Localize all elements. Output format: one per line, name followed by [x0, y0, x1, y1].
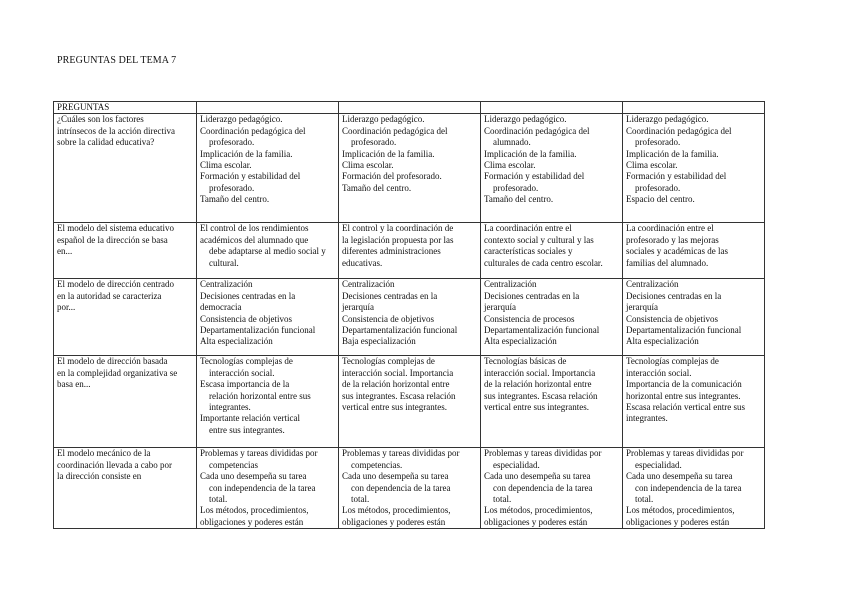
header-cell-empty: [623, 102, 765, 114]
answer-option-line: La coordinación entre el: [626, 223, 714, 234]
answer-option-line: Consistencia de objetivos: [342, 313, 434, 324]
answer-option-line: con dependencia de la tarea: [351, 482, 451, 493]
header-cell-empty: [339, 102, 481, 114]
answer-option-line: profesorado.: [209, 182, 255, 193]
answer-option-line: Tamaño del centro.: [484, 194, 554, 205]
table-row: [54, 279, 765, 356]
question-line: sobre la calidad educativa?: [57, 137, 155, 148]
answer-option-line: especialidad.: [635, 459, 682, 470]
answer-option-line: profesorado.: [209, 137, 255, 148]
answer-option-line: Tecnologías básicas de: [484, 356, 567, 367]
answer-option-line: con independencia de la tarea: [635, 482, 742, 493]
answer-option-line: Liderazgo pedagógico.: [200, 114, 283, 125]
answer-option-line: con independencia de la tarea: [209, 482, 316, 493]
answer-option-line: profesorado.: [635, 137, 681, 148]
header-cell-empty: [481, 102, 623, 114]
answer-option-line: horizontal entre sus integrantes.: [626, 390, 741, 401]
answer-option-cell: [197, 223, 339, 279]
answer-option-line: competencias.: [351, 459, 403, 470]
question-line: español de la dirección se basa: [57, 234, 168, 245]
question-line: la dirección consiste en: [57, 471, 142, 482]
question-line: El modelo mecánico de la: [57, 448, 151, 459]
answer-option-cell: [481, 448, 623, 529]
answer-option-line: Problemas y tareas divididas por: [200, 448, 318, 459]
answer-option-line: contexto social y cultural y las: [484, 234, 594, 245]
table-row: [54, 114, 765, 223]
answer-option-line: Decisiones centradas en la: [484, 290, 580, 301]
answer-option-line: Liderazgo pedagógico.: [626, 114, 709, 125]
question-cell: [54, 279, 197, 356]
answer-option-line: obligaciones y poderes están: [200, 516, 304, 527]
answer-option-line: total.: [635, 494, 654, 505]
header-cell: PREGUNTAS: [54, 102, 197, 114]
answer-option-line: sociales y académicas de las: [626, 246, 728, 257]
answer-option-line: Tecnologías complejas de: [626, 356, 719, 367]
answer-option-line: obligaciones y poderes están: [484, 516, 588, 527]
question-cell: [54, 114, 197, 223]
answer-option-line: Clima escolar.: [484, 160, 536, 171]
answer-option-line: La coordinación entre el: [484, 223, 572, 234]
question-line: por...: [57, 302, 76, 313]
question-line: El modelo del sistema educativo: [57, 223, 174, 234]
answer-option-line: integrantes.: [626, 413, 668, 424]
answer-option-line: Clima escolar.: [626, 160, 678, 171]
answer-option-line: académicos del alumnado que: [200, 234, 309, 245]
answer-option-line: jerarquía: [626, 302, 658, 313]
answer-option-line: El control de los rendimientos: [200, 223, 309, 234]
answer-option-line: Liderazgo pedagógico.: [484, 114, 567, 125]
answer-option-line: Clima escolar.: [342, 160, 394, 171]
answer-option-line: sus integrantes. Escasa relación: [342, 390, 456, 401]
answer-option-line: Problemas y tareas divididas por: [626, 448, 744, 459]
question-line: ¿Cuáles son los factores: [57, 114, 144, 125]
answer-option-line: Cada uno desempeña su tarea: [200, 471, 307, 482]
answer-option-cell: [481, 356, 623, 448]
answer-option-line: Alta especialización: [626, 336, 699, 347]
answer-option-line: Departamentalización funcional: [626, 325, 742, 336]
answer-option-line: profesorado.: [635, 182, 681, 193]
answer-option-line: Coordinación pedagógica del: [342, 125, 448, 136]
answer-option-line: Decisiones centradas en la: [342, 290, 438, 301]
answer-option-cell: [197, 356, 339, 448]
answer-option-line: Importante relación vertical: [200, 413, 300, 424]
question-cell: [54, 223, 197, 279]
answer-option-line: Decisiones centradas en la: [200, 290, 296, 301]
answer-option-cell: [197, 114, 339, 223]
answer-option-line: Coordinación pedagógica del: [484, 125, 590, 136]
question-cell: [54, 448, 197, 529]
answer-option-line: Los métodos, procedimientos,: [342, 505, 451, 516]
answer-option-cell: [197, 448, 339, 529]
answer-option-line: jerarquía: [342, 302, 374, 313]
answer-option-line: Problemas y tareas divididas por: [484, 448, 602, 459]
answer-option-line: Formación y estabilidad del: [626, 171, 727, 182]
answer-option-line: debe adaptarse al medio social y: [209, 246, 326, 257]
answer-option-line: Los métodos, procedimientos,: [626, 505, 735, 516]
question-line: en la complejidad organizativa se: [57, 367, 178, 378]
answer-option-line: total.: [351, 494, 370, 505]
answer-option-line: Alta especialización: [200, 336, 273, 347]
answer-option-line: Centralización: [342, 279, 395, 290]
answer-option-line: Cada uno desempeña su tarea: [626, 471, 733, 482]
answer-option-line: diferentes administraciones: [342, 246, 441, 257]
answer-option-line: de la relación horizontal entre: [484, 379, 592, 390]
answer-option-line: interacción social.: [209, 367, 275, 378]
answer-option-line: Cada uno desempeña su tarea: [342, 471, 449, 482]
answer-option-line: entre sus integrantes.: [209, 424, 285, 435]
answer-option-line: la legislación propuesta por las: [342, 234, 454, 245]
answer-option-line: Tamaño del centro.: [200, 194, 270, 205]
question-cell: [54, 356, 197, 448]
answer-option-cell: [339, 114, 481, 223]
answer-option-line: vertical entre sus integrantes.: [342, 402, 447, 413]
answer-option-line: Los métodos, procedimientos,: [484, 505, 593, 516]
answer-option-line: Coordinación pedagógica del: [200, 125, 306, 136]
answer-option-cell: [623, 279, 765, 356]
answer-option-line: Importancia de la comunicación: [626, 379, 742, 390]
answer-option-line: Espacio del centro.: [626, 194, 695, 205]
answer-option-line: Escasa relación vertical entre sus: [626, 402, 745, 413]
answer-option-line: obligaciones y poderes están: [342, 516, 446, 527]
answer-option-cell: [623, 114, 765, 223]
answer-option-line: educativas.: [342, 257, 383, 268]
answer-option-line: Formación del profesorado.: [342, 171, 442, 182]
answer-option-line: jerarquía: [484, 302, 516, 313]
table-row: [54, 448, 765, 529]
answer-option-line: culturales de cada centro escolar.: [484, 257, 603, 268]
answer-option-line: Departamentalización funcional: [200, 325, 316, 336]
answer-option-line: Consistencia de objetivos: [626, 313, 718, 324]
answer-option-line: alumnado.: [493, 137, 531, 148]
answer-option-line: Implicación de la familia.: [200, 148, 293, 159]
answer-option-line: características sociales y: [484, 246, 573, 257]
table-row: [54, 356, 765, 448]
answer-option-line: relación horizontal entre sus: [209, 390, 311, 401]
answer-option-line: Centralización: [626, 279, 679, 290]
table-row: [54, 223, 765, 279]
question-line: en la autoridad se caracteriza: [57, 290, 162, 301]
answer-option-line: Departamentalización funcional: [484, 325, 600, 336]
answer-option-line: Coordinación pedagógica del: [626, 125, 732, 136]
answer-option-line: de la relación horizontal entre: [342, 379, 450, 390]
questions-table: [53, 101, 765, 529]
answer-option-line: Problemas y tareas divididas por: [342, 448, 460, 459]
answer-option-cell: [481, 279, 623, 356]
question-line: El modelo de dirección centrado: [57, 279, 174, 290]
answer-option-line: cultural.: [209, 257, 239, 268]
answer-option-line: total.: [493, 494, 512, 505]
header-cell-empty: [197, 102, 339, 114]
answer-option-line: integrantes.: [209, 402, 251, 413]
answer-option-line: interacción social.: [626, 367, 692, 378]
question-line: El modelo de dirección basada: [57, 356, 168, 367]
answer-option-line: Escasa importancia de la: [200, 379, 290, 390]
answer-option-cell: [339, 223, 481, 279]
answer-option-line: Formación y estabilidad del: [484, 171, 585, 182]
answer-option-line: Clima escolar.: [200, 160, 252, 171]
answer-option-line: con dependencia de la tarea: [493, 482, 593, 493]
answer-option-cell: [623, 356, 765, 448]
answer-option-line: familias del alumnado.: [626, 257, 709, 268]
answer-option-line: interacción social. Importancia: [342, 367, 454, 378]
answer-option-cell: [623, 223, 765, 279]
answer-option-cell: [481, 114, 623, 223]
answer-option-line: obligaciones y poderes están: [626, 516, 730, 527]
answer-option-cell: [339, 279, 481, 356]
answer-option-cell: [197, 279, 339, 356]
question-line: basa en...: [57, 379, 91, 390]
answer-option-line: sus integrantes. Escasa relación: [484, 390, 598, 401]
answer-option-line: Tecnologías complejas de: [342, 356, 435, 367]
answer-option-line: Alta especialización: [484, 336, 557, 347]
answer-option-line: Baja especialización: [342, 336, 416, 347]
answer-option-cell: [623, 448, 765, 529]
answer-option-line: competencias: [209, 459, 258, 470]
answer-option-line: especialidad.: [493, 459, 540, 470]
answer-option-line: Implicación de la familia.: [626, 148, 719, 159]
answer-option-line: El control y la coordinación de: [342, 223, 454, 234]
answer-option-line: total.: [209, 494, 228, 505]
answer-option-line: Formación y estabilidad del: [200, 171, 301, 182]
answer-option-line: Liderazgo pedagógico.: [342, 114, 425, 125]
answer-option-line: Cada uno desempeña su tarea: [484, 471, 591, 482]
answer-option-line: democracia: [200, 302, 242, 313]
answer-option-line: Tamaño del centro.: [342, 182, 412, 193]
answer-option-line: interacción social. Importancia: [484, 367, 596, 378]
question-line: intrínsecos de la acción directiva: [57, 125, 175, 136]
question-line: coordinación llevada a cabo por: [57, 459, 172, 470]
answer-option-line: Consistencia de objetivos: [200, 313, 292, 324]
answer-option-line: Decisiones centradas en la: [626, 290, 722, 301]
answer-option-line: profesorado.: [351, 137, 397, 148]
answer-option-cell: [339, 448, 481, 529]
answer-option-line: Consistencia de procesos: [484, 313, 575, 324]
answer-option-line: Centralización: [484, 279, 537, 290]
question-line: en...: [57, 246, 73, 257]
answer-option-line: Implicación de la familia.: [342, 148, 435, 159]
table-header-row: [54, 102, 765, 114]
answer-option-line: profesorado.: [493, 182, 539, 193]
document-title: PREGUNTAS DEL TEMA 7: [57, 55, 177, 66]
answer-option-line: Los métodos, procedimientos,: [200, 505, 309, 516]
answer-option-line: Implicación de la familia.: [484, 148, 577, 159]
answer-option-line: Tecnologías complejas de: [200, 356, 293, 367]
answer-option-line: profesorado y las mejoras: [626, 234, 719, 245]
answer-option-line: Departamentalización funcional: [342, 325, 458, 336]
answer-option-line: vertical entre sus integrantes.: [484, 402, 589, 413]
answer-option-cell: [481, 223, 623, 279]
answer-option-cell: [339, 356, 481, 448]
answer-option-line: Centralización: [200, 279, 253, 290]
